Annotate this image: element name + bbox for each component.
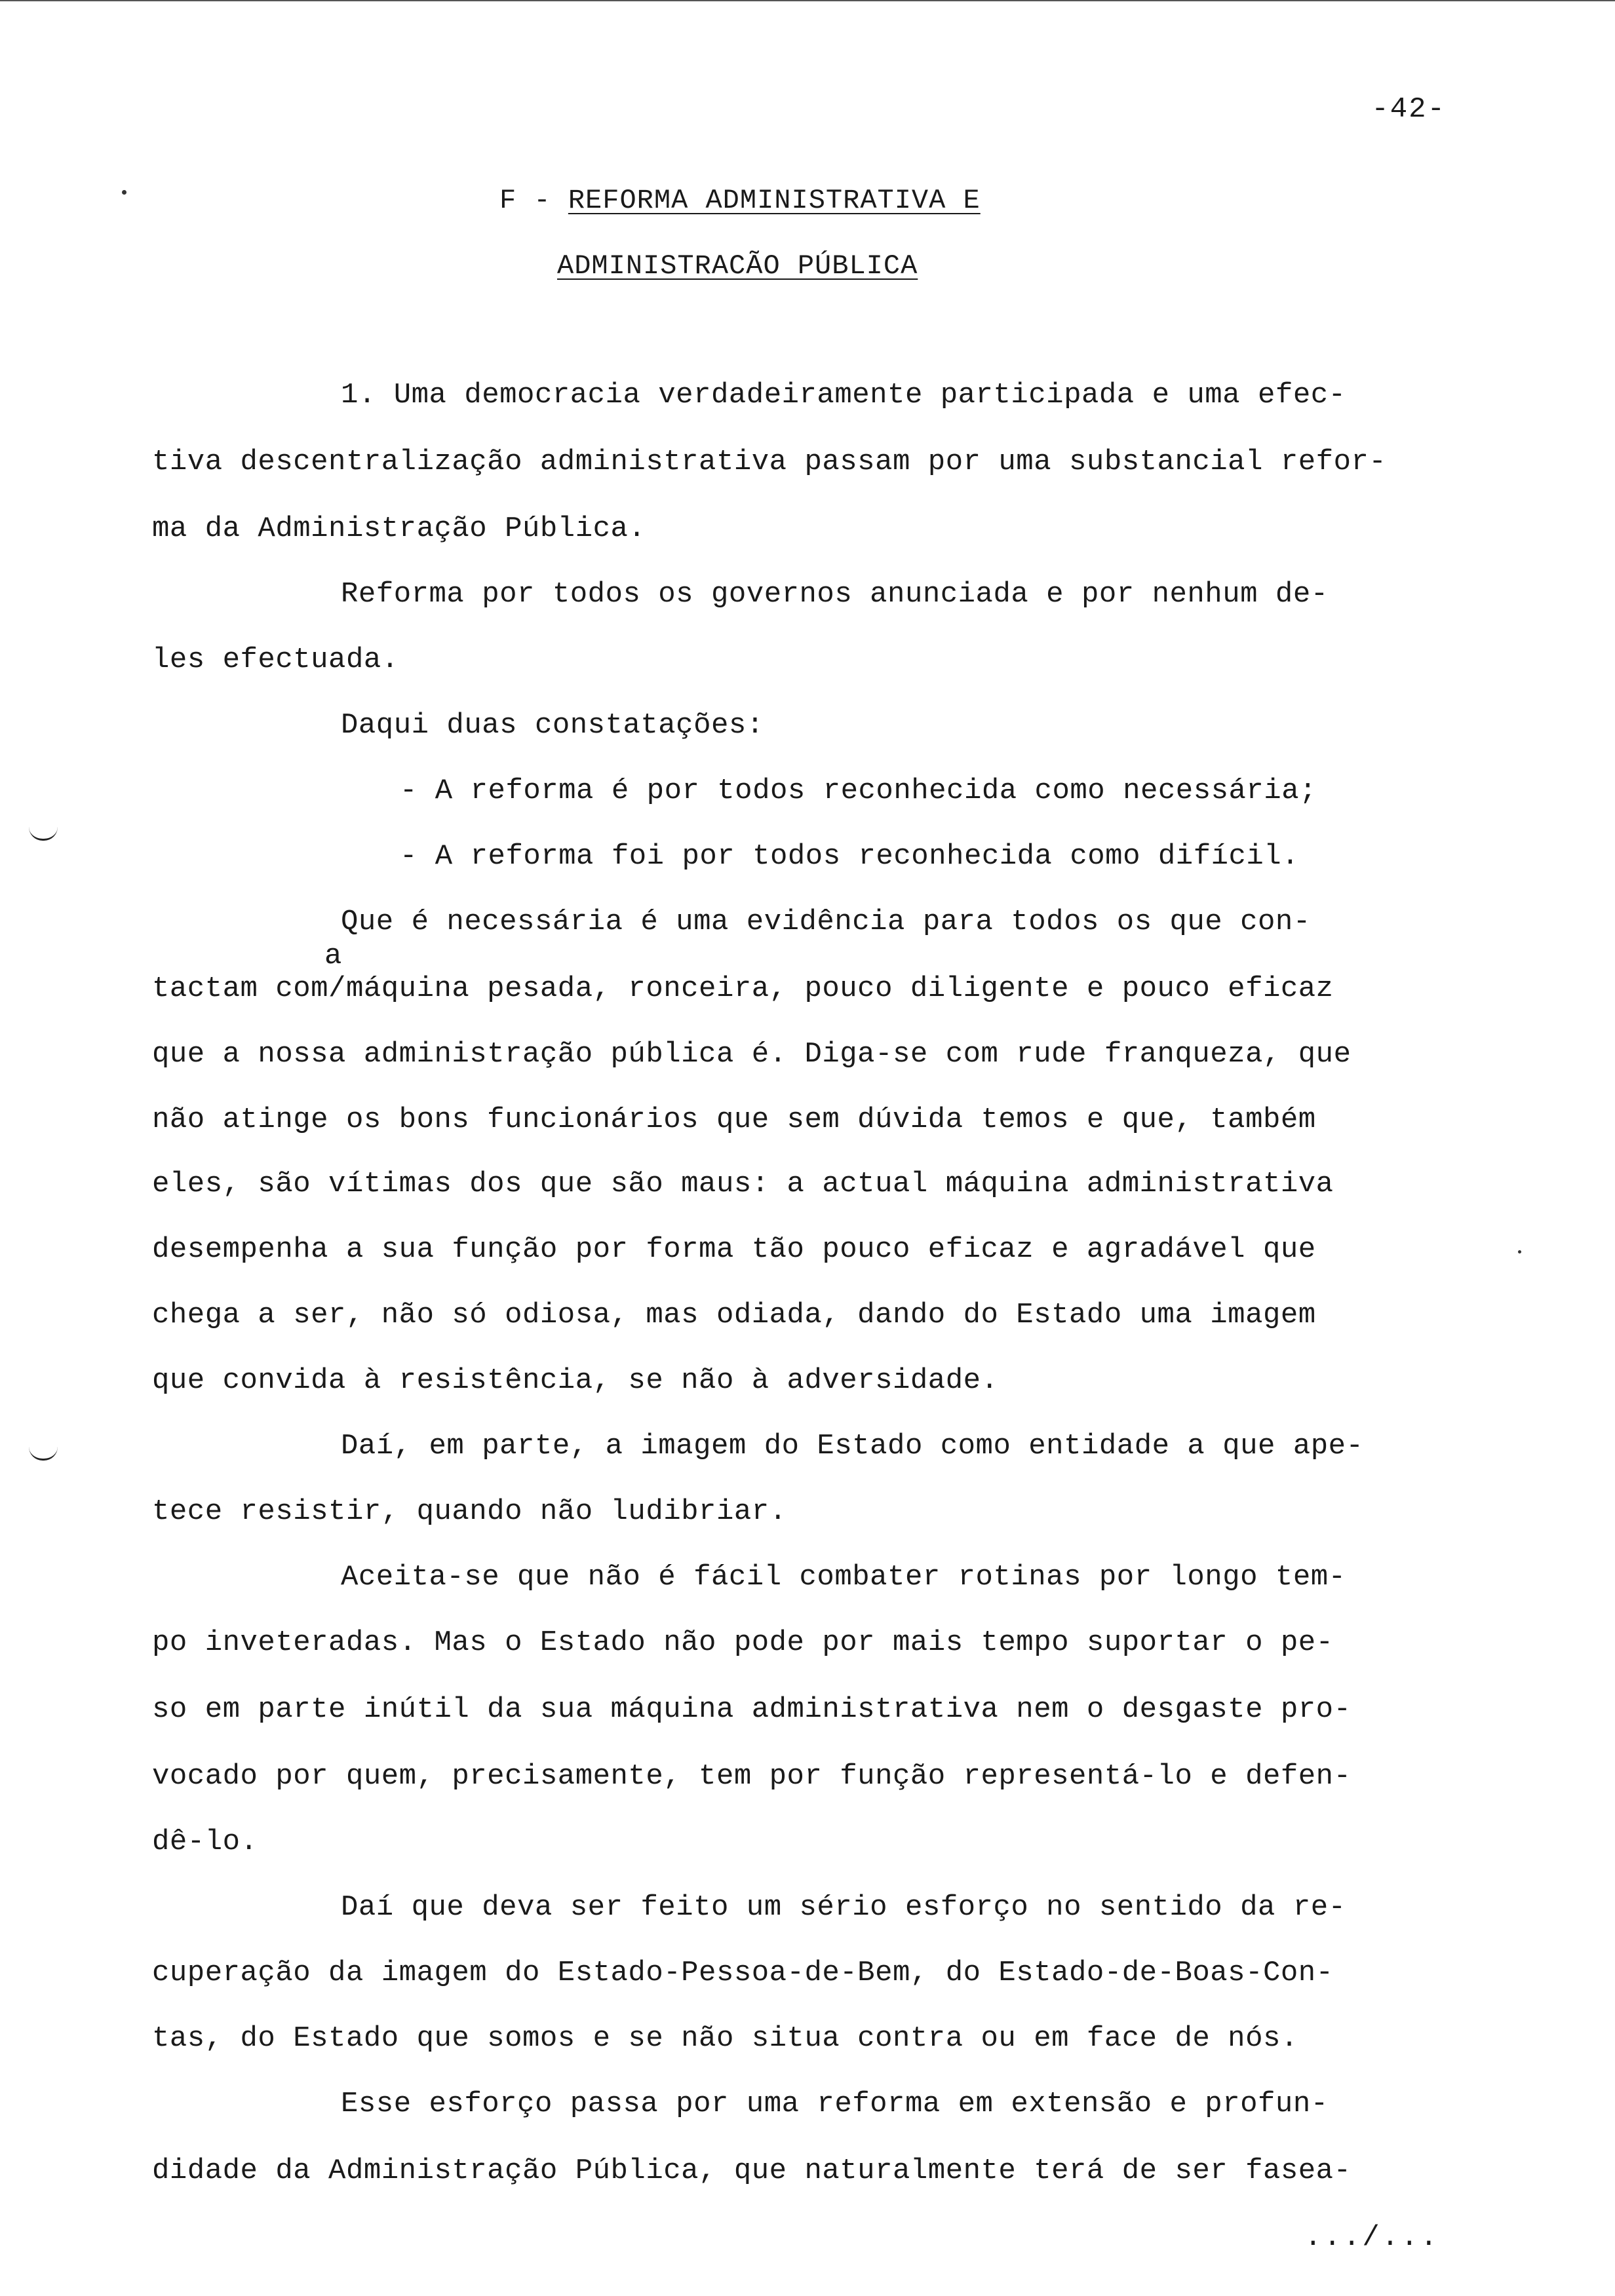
heading-prefix: F - — [499, 185, 551, 216]
list-item: - A reforma é por todos reconhecida como necessária; — [400, 775, 1317, 807]
text-line: desempenha a sua função por forma tão pouco eficaz e agradável que — [152, 1233, 1316, 1266]
text-line: dê-lo. — [152, 1826, 258, 1858]
text-line: Aceita-se que não é fácil combater rotinas por longo tem- — [341, 1561, 1346, 1594]
text-line: Daí, em parte, a imagem do Estado como entidade a que ape- — [341, 1430, 1364, 1463]
text-line: les efectuada. — [152, 643, 399, 676]
text-line: tiva descentralização administrativa passam por uma substancial refor- — [152, 446, 1387, 478]
text-line: não atinge os bons funcionários que sem dúvida temos e que, também — [152, 1103, 1316, 1136]
text-line: ma da Administração Pública. — [152, 512, 646, 545]
punch-hole-mark — [29, 1447, 58, 1461]
text-line: tactam com/máquina pesada, ronceira, pouco diligente e pouco eficaz — [152, 972, 1334, 1005]
text-line: vocado por quem, precisamente, tem por função representá-lo e defen- — [152, 1760, 1352, 1793]
text-line: Esse esforço passa por uma reforma em extensão e profun- — [341, 2088, 1329, 2120]
section-heading-line2 — [557, 250, 918, 282]
text-line: po inveteradas. Mas o Estado não pode por mais tempo suportar o pe- — [152, 1626, 1334, 1659]
text-line: so em parte inútil da sua máquina administrativa nem o desgaste pro- — [152, 1693, 1352, 1726]
continuation-mark: .../... — [1304, 2221, 1439, 2254]
text-line: didade da Administração Pública, que naturalmente terá de ser fasea- — [152, 2154, 1352, 2187]
heading-title-1: REFORMA ADMINISTRATIVA E — [568, 185, 981, 216]
text-line: eles, são vítimas dos que são maus: a actual máquina administrativa — [152, 1168, 1334, 1200]
handwritten-insertion: a — [324, 940, 342, 972]
text-line: 1. Uma democracia verdadeiramente participada e uma efec- — [341, 379, 1346, 411]
list-item: - A reforma foi por todos reconhecida como difícil. — [400, 840, 1300, 873]
scan-edge-line — [0, 0, 1615, 1]
margin-dot — [122, 190, 126, 195]
text-line: que a nossa administração pública é. Diga-se com rude franqueza, que — [152, 1038, 1352, 1071]
section-heading-line1 — [499, 185, 981, 216]
text-line: Daí que deva ser feito um sério esforço no sentido da re- — [341, 1891, 1346, 1924]
punch-hole-mark — [29, 827, 58, 841]
text-line: tece resistir, quando não ludibriar. — [152, 1495, 787, 1528]
text-line: Daqui duas constatações: — [341, 709, 764, 742]
heading-title-2: ADMINISTRACÃO PÚBLICA — [557, 250, 918, 282]
margin-dot — [1518, 1250, 1521, 1253]
text-line: cuperação da imagem do Estado-Pessoa-de-Bem, do Estado-de-Boas-Con- — [152, 1957, 1334, 1989]
text-line: que convida à resistência, se não à adversidade. — [152, 1364, 999, 1397]
text-line: Reforma por todos os governos anunciada e por nenhum de- — [341, 578, 1329, 611]
page-number: -42- — [1371, 93, 1446, 126]
text-line: tas, do Estado que somos e se não situa contra ou em face de nós. — [152, 2022, 1298, 2055]
text-line: Que é necessária é uma evidência para todos os que con- — [341, 906, 1311, 938]
text-line: chega a ser, não só odiosa, mas odiada, dando do Estado uma imagem — [152, 1299, 1316, 1331]
